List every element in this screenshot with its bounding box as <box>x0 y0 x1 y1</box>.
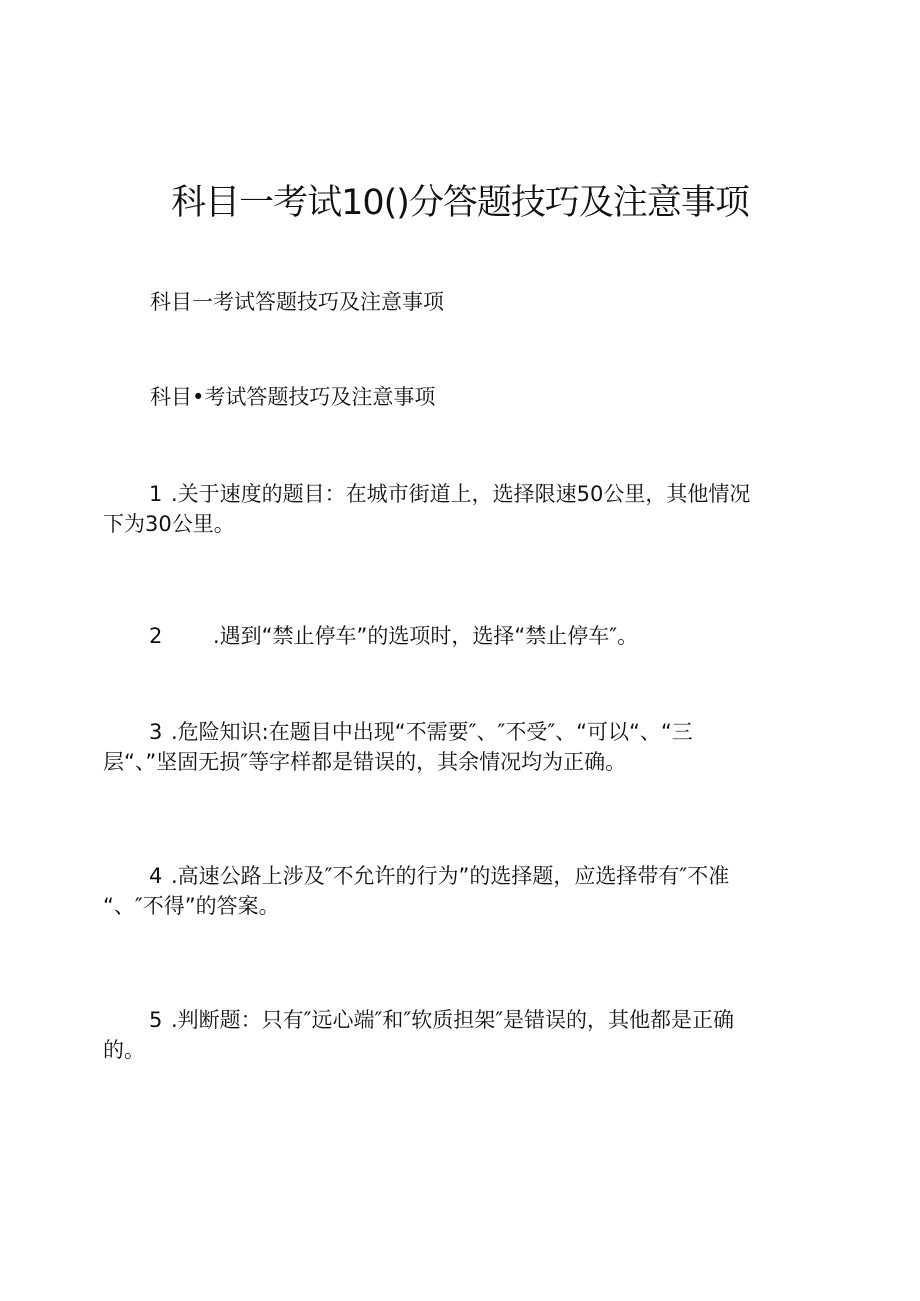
list-item-1 <box>103 479 819 539</box>
list-item-4-text-1: .高速公路上涉及″不允许的行为”的选择题，应选择带有″不准 <box>171 864 730 888</box>
list-item-5-line-2: 的。 <box>103 1038 145 1062</box>
document-title: 科目一考试10()分答题技巧及注意事项 <box>171 183 749 223</box>
list-item-5-line-1 <box>103 1005 819 1035</box>
list-item-1-line-2: 下为30公里。 <box>103 512 235 536</box>
subtitle-1: 科目一考试答题技巧及注意事项 <box>150 290 444 314</box>
list-item-1-number: 1 <box>149 482 163 506</box>
list-item-5-number: 5 <box>149 1008 163 1032</box>
subtitle-2: 科目•考试答题技巧及注意事项 <box>150 385 436 409</box>
list-item-4-line-2: “、″不得”的答案。 <box>103 894 280 918</box>
list-item-1-line-1 <box>103 479 819 509</box>
list-item-3-text-1: .危险知识:在题目中出现“不需要″、″不受″、“可以“、“三 <box>171 720 693 744</box>
list-item-4-number: 4 <box>149 864 163 888</box>
list-item-3-line-1 <box>103 717 819 747</box>
list-item-3-line-2: 层“、”坚固无损″等字样都是错误的，其余情况均为正确。 <box>103 750 627 774</box>
list-item-2-text-1: .遇到“禁止停车”的选项时，选择“禁止停车″。 <box>213 624 639 648</box>
list-item-2-line-1 <box>103 621 819 651</box>
list-item-3 <box>103 717 819 777</box>
list-item-5 <box>103 1005 819 1065</box>
list-item-2-number: 2 <box>149 624 163 648</box>
list-item-4 <box>103 861 819 921</box>
list-item-4-line-1 <box>103 861 819 891</box>
list-item-2 <box>103 621 819 651</box>
list-item-5-text-1: .判断题：只有″远心端″和″软质担架″是错误的，其他都是正确 <box>171 1008 735 1032</box>
list-item-3-number: 3 <box>149 720 163 744</box>
list-item-1-text-1: .关于速度的题目：在城市街道上，选择限速50公里，其他情况 <box>171 482 751 506</box>
